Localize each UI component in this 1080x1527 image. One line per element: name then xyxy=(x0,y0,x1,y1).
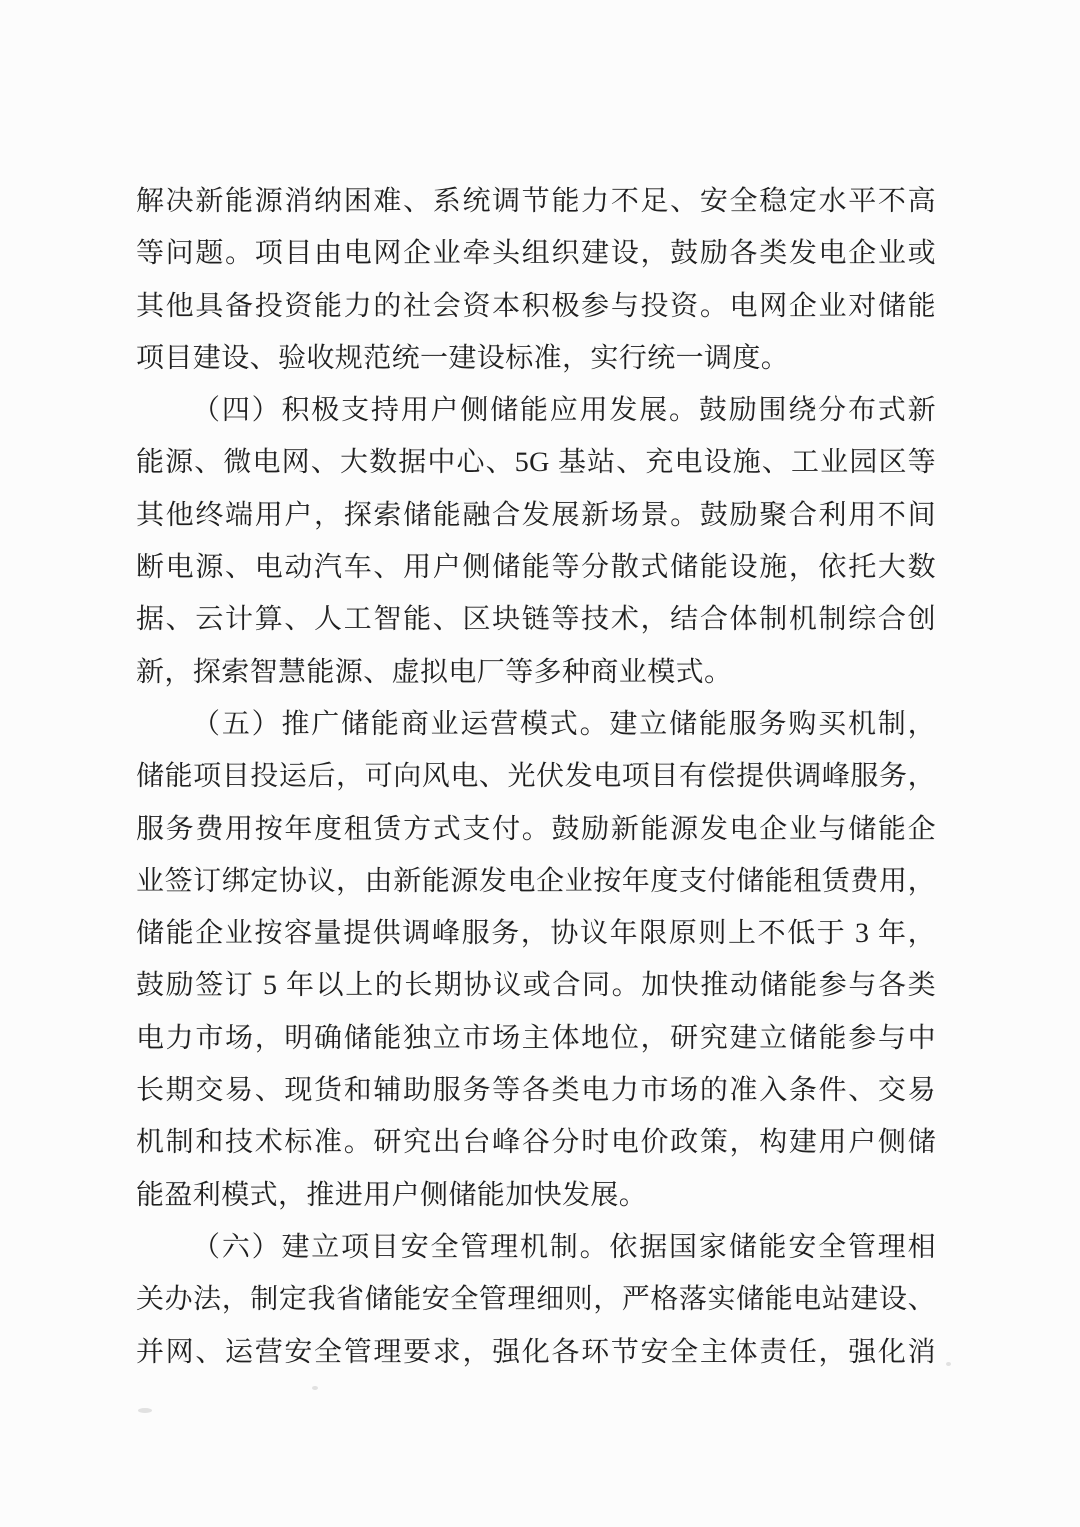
text-line: 长期交易、现货和辅助服务等各类电力市场的准入条件、交易 xyxy=(136,1075,936,1107)
paragraph xyxy=(136,176,936,385)
paragraph xyxy=(136,699,936,1222)
text-line: 断电源、电动汽车、用户侧储能等分散式储能设施，依托大数 xyxy=(136,552,936,584)
paragraph xyxy=(136,385,936,699)
text-line: 机制和技术标准。研究出台峰谷分时电价政策，构建用户侧储 xyxy=(136,1127,936,1159)
text-line: 储能项目投运后，可向风电、光伏发电项目有偿提供调峰服务， xyxy=(136,761,936,793)
text-line: 据、云计算、人工智能、区块链等技术，结合体制机制综合创 xyxy=(136,604,936,636)
text-line: 服务费用按年度租赁方式支付。鼓励新能源发电企业与储能企 xyxy=(136,813,936,845)
text-line: 储能企业按容量提供调峰服务，协议年限原则上不低于 3 年， xyxy=(136,918,936,950)
text-line: 能源、微电网、大数据中心、5G 基站、充电设施、工业园区等 xyxy=(136,447,936,479)
scan-noise-speck xyxy=(138,1408,152,1413)
scan-noise-speck xyxy=(946,1362,951,1366)
text-line: 电力市场，明确储能独立市场主体地位，研究建立储能参与中 xyxy=(136,1022,936,1054)
text-line: 业签订绑定协议，由新能源发电企业按年度支付储能租赁费用， xyxy=(136,865,936,897)
text-line: 鼓励签订 5 年以上的长期协议或合同。加快推动储能参与各类 xyxy=(136,970,936,1002)
text-line: 项目建设、验收规范统一建设标准，实行统一调度。 xyxy=(136,342,790,374)
text-line: 其他终端用户，探索储能融合发展新场景。鼓励聚合利用不间 xyxy=(136,499,936,531)
text-line: 并网、运营安全管理要求，强化各环节安全主体责任，强化消 xyxy=(136,1336,936,1368)
text-line: 新，探索智慧能源、虚拟电厂等多种商业模式。 xyxy=(136,656,733,688)
text-line: （四）积极支持用户侧储能应用发展。鼓励围绕分布式新 xyxy=(192,395,936,427)
text-line: 其他具备投资能力的社会资本积极参与投资。电网企业对储能 xyxy=(136,290,936,322)
text-line: （五）推广储能商业运营模式。建立储能服务购买机制， xyxy=(192,708,936,740)
paragraph xyxy=(136,1222,936,1379)
text-column xyxy=(136,176,936,1379)
text-line: 解决新能源消纳困难、系统调节能力不足、安全稳定水平不高 xyxy=(136,186,936,217)
text-line: 能盈利模式，推进用户侧储能加快发展。 xyxy=(136,1179,648,1211)
text-line: （六）建立项目安全管理机制。依据国家储能安全管理相 xyxy=(192,1231,936,1263)
text-line: 等问题。项目由电网企业牵头组织建设，鼓励各类发电企业或 xyxy=(136,238,936,270)
scan-noise-speck xyxy=(312,1386,318,1390)
text-line: 关办法，制定我省储能安全管理细则，严格落实储能电站建设、 xyxy=(136,1284,936,1316)
